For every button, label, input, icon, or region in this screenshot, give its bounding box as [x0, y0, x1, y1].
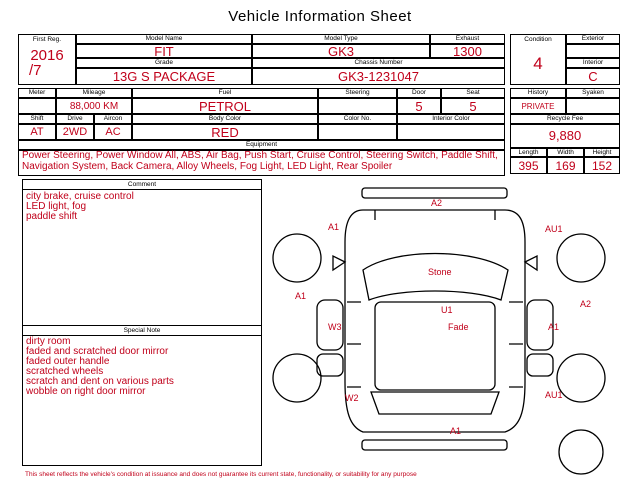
- body-color-cell: [132, 124, 318, 140]
- model-type-label-cell: [252, 34, 430, 44]
- mileage-cell: [56, 98, 132, 114]
- special-note-label: Special Note: [23, 325, 261, 336]
- syaken-label: Syaken: [582, 89, 604, 96]
- aircon-label-cell: [94, 114, 132, 124]
- exhaust-cell: [430, 44, 505, 58]
- exterior-cell: [566, 44, 620, 58]
- front-right-wheel: [557, 234, 605, 282]
- chassis-label: Chassis Number: [354, 59, 403, 66]
- seat-cell: [441, 98, 505, 114]
- fuel: PETROL: [198, 99, 251, 114]
- history-cell: [510, 98, 566, 114]
- comment-label: Comment: [23, 180, 261, 190]
- special-note-text: dirty room faded and scratched door mirror faded outer handle scratched wheels scratch and dent on various parts wobble on right door mirror: [26, 336, 174, 397]
- comment-text: city brake, cruise control LED light, fog paddle shift: [26, 191, 134, 222]
- shift-label-cell: [18, 114, 56, 124]
- recycle-fee-cell: [510, 124, 620, 148]
- mark-front-bumper: A2: [431, 198, 443, 208]
- length-label: Length: [518, 149, 539, 156]
- interior-label: Interior: [582, 59, 604, 66]
- model-name-label: Model Name: [145, 35, 183, 42]
- syaken-cell: [566, 98, 620, 114]
- equipment-list: Power Steering, Power Window All, ABS, Air Bag, Push Start, Cruise Control, Steering Switch, Paddle Shift, Navigation System, Back Camera, Alloy Wheels, Fog Light, LED Light, Rear Spoiler: [22, 150, 498, 172]
- color-no-label-cell: [318, 114, 397, 124]
- exhaust-label-cell: [430, 34, 505, 44]
- mark-right-front-door: A2: [580, 299, 592, 309]
- mark-roof-note: Fade: [448, 322, 469, 332]
- chassis-cell: [252, 68, 505, 85]
- mark-windshield: Stone: [428, 267, 452, 277]
- syaken-label-cell: [566, 88, 620, 98]
- spare-wheel: [559, 430, 603, 474]
- rear-left-wheel: [273, 354, 321, 402]
- steering-cell: [318, 98, 397, 114]
- shift: AT: [30, 126, 44, 138]
- condition-cell: [510, 34, 566, 85]
- exterior-label: Exterior: [581, 35, 605, 42]
- equipment-label: Equipment: [245, 141, 278, 148]
- interior-color-label: Interior Color: [432, 115, 470, 122]
- fuel-label: Fuel: [218, 89, 232, 96]
- seat-label-cell: [441, 88, 505, 98]
- mark-left-front-door: A1: [295, 291, 307, 301]
- color-no-cell: [318, 124, 397, 140]
- mark-rear-bumper: A1: [450, 426, 462, 436]
- first-reg-label: First Reg.: [32, 36, 62, 43]
- fuel-cell: [132, 98, 318, 114]
- mark-roof: U1: [441, 305, 453, 315]
- grade-label-cell: [76, 58, 252, 68]
- sheet-title: Vehicle Information Sheet: [228, 8, 412, 25]
- meter-label-cell: [18, 88, 56, 98]
- shift-cell: [18, 124, 56, 140]
- model-type-label: Model Type: [324, 35, 358, 42]
- mark-front-left-fender: A1: [328, 222, 340, 232]
- model-name: FIT: [154, 45, 174, 58]
- disclaimer-footer: This sheet reflects the vehicle's condition at issuance and does not guarantee its current state, functionality, or suitability for any purpose: [25, 471, 417, 478]
- condition-label: Condition: [524, 36, 552, 43]
- model-type-cell: [252, 44, 430, 58]
- model-name-cell: [76, 44, 252, 58]
- height-cell: [584, 157, 620, 174]
- exhaust: 1300: [453, 45, 482, 58]
- mark-right-rear-door: A1: [548, 322, 560, 332]
- interior-label-cell: [566, 58, 620, 68]
- mark-left-rear-door: W3: [328, 322, 342, 332]
- meter-label: Meter: [28, 89, 46, 96]
- rear-right-wheel: [557, 354, 605, 402]
- width-cell: [547, 157, 584, 174]
- body-color-label-cell: [132, 114, 318, 124]
- aircon-cell: [94, 124, 132, 140]
- condition-grade: 4: [533, 54, 543, 73]
- length-label-cell: [510, 148, 547, 157]
- history: PRIVATE: [521, 102, 555, 111]
- drive: 2WD: [62, 126, 88, 138]
- width-label-cell: [547, 148, 584, 157]
- grade-cell: [76, 68, 252, 85]
- steering-label: Steering: [345, 89, 370, 96]
- door: 5: [415, 99, 423, 114]
- first-reg-year: 2016: [30, 47, 64, 64]
- recycle-fee: 9,880: [548, 128, 582, 143]
- color-no-label: Color No.: [343, 115, 372, 122]
- door-label-cell: [397, 88, 441, 98]
- chassis-label-cell: [252, 58, 505, 68]
- height-label: Height: [592, 149, 612, 156]
- fuel-label-cell: [132, 88, 318, 98]
- length-cell: [510, 157, 547, 174]
- front-left-wheel: [273, 234, 321, 282]
- model-type: GK3: [327, 45, 354, 58]
- drive-label: Drive: [67, 115, 83, 122]
- recycle-fee-label: Recycle Fee: [546, 115, 584, 122]
- door-label: Door: [411, 89, 427, 96]
- body-color-label: Body Color: [208, 115, 242, 122]
- car-outline: [317, 188, 553, 450]
- mileage-label: Mileage: [82, 89, 106, 96]
- interior-cell: [566, 68, 620, 85]
- drive-cell: [56, 124, 94, 140]
- width: 169: [555, 159, 576, 173]
- length: 395: [518, 159, 539, 173]
- meter-cell: [18, 98, 56, 114]
- seat: 5: [469, 99, 477, 114]
- interior-grade: C: [588, 69, 598, 84]
- mileage-label-cell: [56, 88, 132, 98]
- body-color: RED: [211, 125, 239, 140]
- equipment-label-cell: [18, 140, 505, 150]
- history-label-cell: [510, 88, 566, 98]
- aircon-label: Aircon: [103, 115, 123, 122]
- grade: 13G S PACKAGE: [112, 69, 216, 84]
- first-reg-month: /7: [29, 62, 42, 79]
- mark-rear-right-fender: AU1: [545, 390, 563, 400]
- mark-rear-left-fender: W2: [345, 393, 359, 403]
- steering-label-cell: [318, 88, 397, 98]
- equipment-cell: [18, 150, 505, 176]
- aircon: AC: [105, 126, 121, 138]
- interior-color-cell: [397, 124, 505, 140]
- height-label-cell: [584, 148, 620, 157]
- seat-label: Seat: [466, 89, 480, 96]
- mileage: 88,000 KM: [69, 101, 119, 112]
- mark-front-right-fender: AU1: [545, 224, 563, 234]
- chassis-number: GK3-1231047: [338, 69, 419, 84]
- height: 152: [591, 159, 613, 173]
- history-label: History: [527, 89, 549, 96]
- exterior-label-cell: [566, 34, 620, 44]
- interior-color-label-cell: [397, 114, 505, 124]
- width-label: Width: [557, 149, 574, 156]
- door-cell: [397, 98, 441, 114]
- exhaust-label: Exhaust: [455, 35, 480, 42]
- model-name-label-cell: [76, 34, 252, 44]
- first-reg-cell: [18, 34, 76, 85]
- recycle-fee-label-cell: [510, 114, 620, 124]
- grade-label: Grade: [154, 59, 174, 66]
- drive-label-cell: [56, 114, 94, 124]
- notes-panel: [22, 179, 262, 466]
- shift-label: Shift: [30, 115, 44, 122]
